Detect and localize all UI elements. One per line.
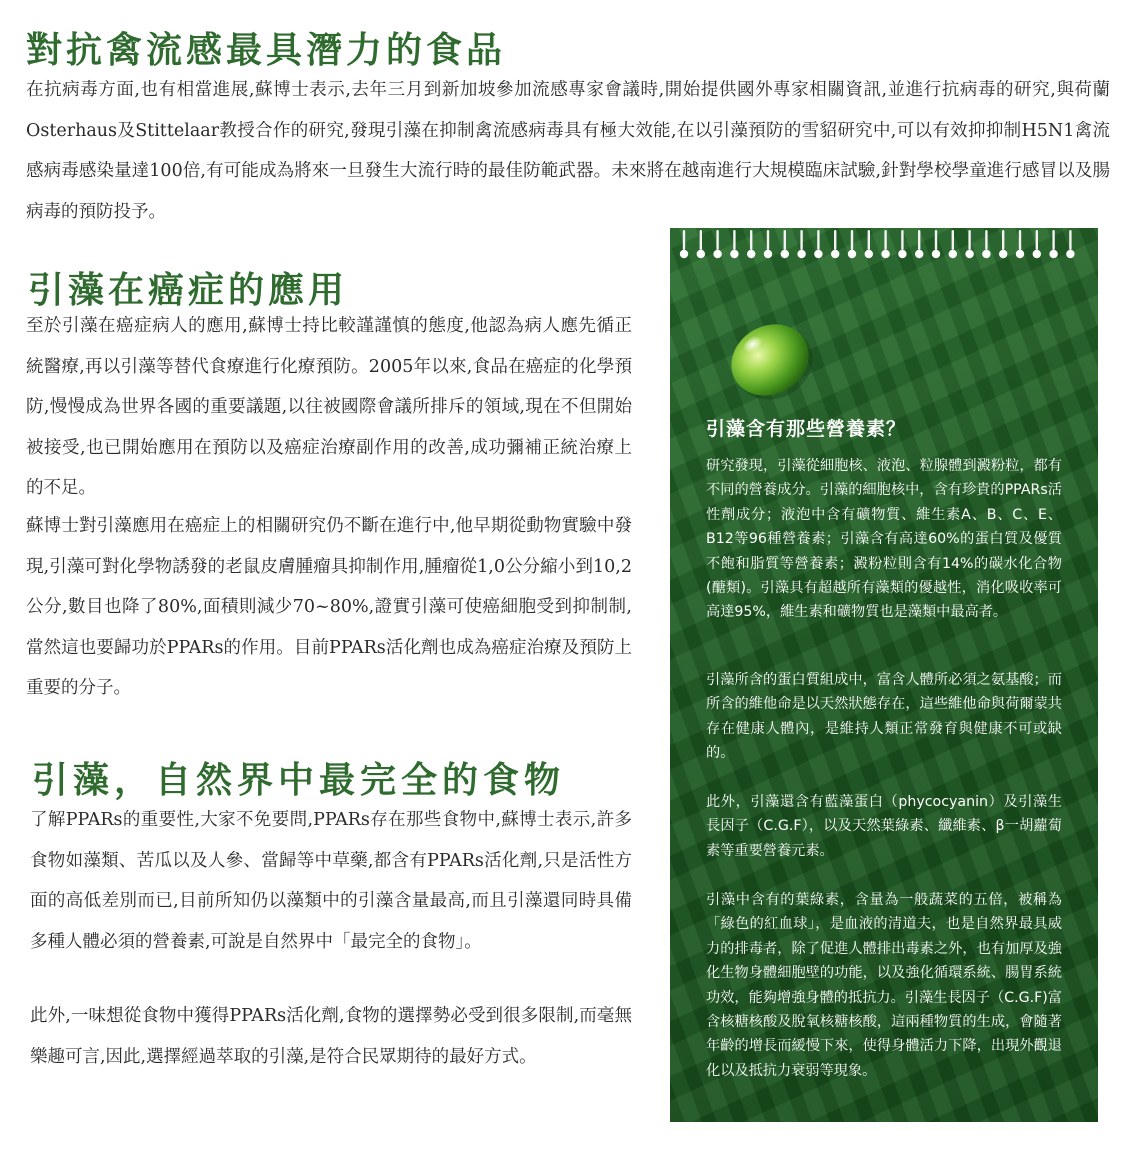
spiral-hole: [865, 250, 873, 258]
spiral-ring: [901, 230, 903, 250]
spiral-hole: [965, 250, 973, 258]
spiral-ring: [985, 230, 987, 250]
spiral-ring: [750, 230, 752, 250]
spiral-hole: [982, 250, 990, 258]
spiral-ring: [800, 230, 802, 250]
spiral-hole: [1049, 250, 1057, 258]
sidebar-paragraph-2: 引藻所含的蛋白質組成中，富含人體所必須之氨基酸；而所含的維他命是以天然狀態存在，這些維他命與荷爾蒙共存在健康人體內，是維持人類正常發育與健康不可或缺的。: [706, 672, 1062, 762]
section-cancer-paragraph-1: 至於引藻在癌症病人的應用,蘇博士持比較謹謹慎的態度,他認為病人應先循正統醫療,再以引藻等替代食療進行化療預防。2005年以來,食品在癌症的化學預防,慢慢成為世界各國的重要議題,以往被國際會議所排斥的領域,現在不但開始被接受,也已開始應用在預防以及癌症治療副作用的改善,成功彌補正統治療上的不足。: [26, 316, 632, 499]
spiral-hole: [680, 250, 688, 258]
spiral-ring: [851, 230, 853, 250]
spiral-hole: [1066, 250, 1074, 258]
section-avian-flu-paragraph: 在抗病毒方面,也有相當進展,蘇博士表示,去年三月到新加坡參加流感專家會議時,開始提供國外專家相關資訊,並進行抗病毒的研究,與荷蘭Osterhaus及Stittelaar教授合作的研究,發現引藻在抑制禽流感病毒具有極大效能,在以引藻預防的雪貂研究中,可以有效抑抑制H5N1禽流感病毒感染量達100倍,有可能成為將來一旦發生大流行時的最佳防範武器。未來將在越南進行大規模臨床試驗,針對學校學童進行感冒以及腸病毒的預防投予。: [26, 80, 1110, 222]
spiral-ring: [1036, 230, 1038, 250]
spiral-hole: [697, 250, 705, 258]
section-complete-food-paragraph-1: 了解PPARs的重要性,大家不免要問,PPARs存在那些食物中,蘇博士表示,許多食物如藻類、苦瓜以及人參、當歸等中草藥,都含有PPARs活化劑,只是活性方面的高低差別而已,目前所知仍以藻類中的引藻含量最高,而且引藻還同時具備多種人體必須的營養素,可說是自然界中「最完全的食物」。: [30, 810, 632, 952]
spiral-hole: [915, 250, 923, 258]
sidebar-paragraph-1: 研究發現，引藻從細胞核、液泡、粒腺體到澱粉粒，都有不同的營養成分。引藻的細胞核中，含有珍貴的PPARs活性劑成分；液泡中含有礦物質、維生素A、B、C、E、B12等96種營養素；引藻含有高達60%的蛋白質及優質不飽和脂質等營養素；澱粉粒則含有14%的碳水化合物(醣類)。引藻具有超越所有藻類的優越性，消化吸收率可高達95%，維生素和礦物質也是藻類中最高者。: [706, 458, 1062, 621]
spiral-hole: [797, 250, 805, 258]
spiral-ring: [1002, 230, 1004, 250]
algae-capsule-icon: [716, 306, 826, 416]
nutrients-sidebar-panel: [670, 228, 1098, 1122]
spiral-ring: [918, 230, 920, 250]
section-cancer-paragraph-2: 蘇博士對引藻應用在癌症上的相關研究仍不斷在進行中,他早期從動物實驗中發現,引藻可對化學物誘發的老鼠皮膚腫瘤具抑制作用,腫瘤從1,0公分縮小到10,2公分,數目也降了80%,面積則減少70~80%,證實引藻可使癌細胞受到抑制制,當然這也要歸功於PPARs的作用。目前PPARs活化劑也成為癌症治療及預防上重要的分子。: [26, 516, 632, 699]
spiral-ring: [1019, 230, 1021, 250]
spiral-ring: [683, 230, 685, 250]
spiral-hole: [1033, 250, 1041, 258]
spiral-hole: [764, 250, 772, 258]
spiral-ring: [784, 230, 786, 250]
spiral-ring: [868, 230, 870, 250]
spiral-hole: [747, 250, 755, 258]
spiral-ring: [767, 230, 769, 250]
spiral-hole: [713, 250, 721, 258]
spiral-ring: [952, 230, 954, 250]
section-avian-flu-title: 對抗禽流感最具潛力的食品: [26, 30, 507, 71]
sidebar-paragraph-3: 此外，引藻還含有藍藻蛋白（phycocyanin）及引藻生長因子（C.G.F），以及天然葉綠素、纖維素、β一胡蘿蔔素等重要營養元素。: [706, 794, 1062, 859]
section-complete-food-paragraph-2: 此外,一味想從食物中獲得PPARs活化劑,食物的選擇勢必受到很多限制,而毫無樂趣可言,因此,選擇經過萃取的引藻,是符合民眾期待的最好方式。: [30, 1006, 632, 1067]
spiral-ring: [1052, 230, 1054, 250]
spiral-hole: [730, 250, 738, 258]
section-cancer-title: 引藻在癌症的應用: [28, 270, 349, 311]
spiral-ring: [817, 230, 819, 250]
sidebar-title: 引藻含有那些營養素？: [706, 418, 907, 440]
spiral-hole: [848, 250, 856, 258]
spiral-ring: [834, 230, 836, 250]
spiral-hole: [881, 250, 889, 258]
spiral-hole: [999, 250, 1007, 258]
spiral-ring: [1069, 230, 1071, 250]
spiral-hole: [898, 250, 906, 258]
sidebar-paragraph-4: 引藻中含有的葉綠素，含量為一般蔬菜的五倍，被稱為「綠色的紅血球」，是血液的清道夫，也是自然界最具威力的排毒者，除了促進人體排出毒素之外，也有加厚及強化生物身體細胞壁的功能，以及強化循環系統、腸胃系統功效，能夠增強身體的抵抗力。引藻生長因子（C.G.F)富含核糖核酸及脫氧核糖核酸，這兩種物質的生成，會隨著年齡的增長而緩慢下來，使得身體活力下降，出現外觀退化以及抵抗力衰弱等現象。: [706, 892, 1062, 1079]
spiral-ring: [884, 230, 886, 250]
spiral-binding-icon: [670, 228, 1098, 268]
spiral-ring: [935, 230, 937, 250]
spiral-hole: [932, 250, 940, 258]
spiral-hole: [831, 250, 839, 258]
spiral-ring: [700, 230, 702, 250]
spiral-hole: [1016, 250, 1024, 258]
spiral-ring: [733, 230, 735, 250]
spiral-hole: [949, 250, 957, 258]
spiral-ring: [716, 230, 718, 250]
spiral-hole: [781, 250, 789, 258]
section-complete-food-title: 引藻，自然界中最完全的食物: [32, 760, 566, 801]
spiral-ring: [968, 230, 970, 250]
spiral-hole: [814, 250, 822, 258]
